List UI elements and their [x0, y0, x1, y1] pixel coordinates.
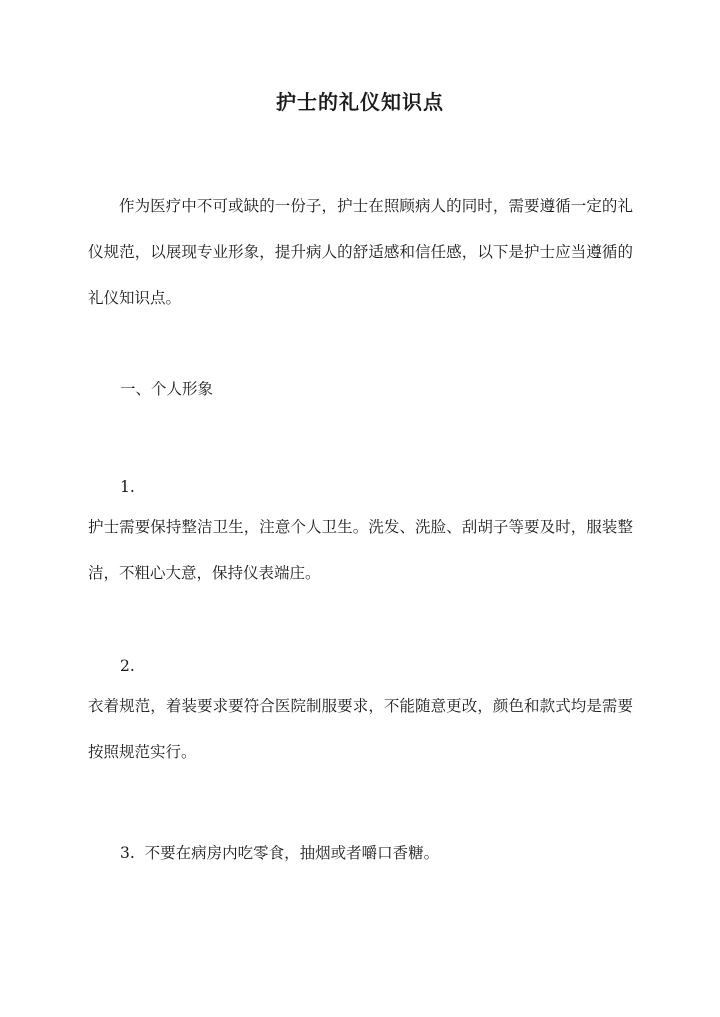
item-1-number: 1. — [120, 478, 135, 496]
item-3-text: 3. 不要在病房内吃零食，抽烟或者嚼口香糖。 — [120, 844, 440, 862]
item-1-text: 护士需要保持整洁卫生，注意个人卫生。洗发、洗脸、刮胡子等要及时，服装整洁，不粗心大意，保持仪表端庄。 — [88, 518, 633, 582]
section-heading-personal-image: 一、个人形象 — [120, 380, 214, 398]
item-2-number: 2. — [120, 657, 135, 675]
item-2-text: 衣着规范，着装要求要符合医院制服要求，不能随意更改，颜色和款式均是需要按照规范实行。 — [88, 697, 633, 761]
document-title: 护士的礼仪知识点 — [276, 90, 444, 114]
intro-paragraph: 作为医疗中不可或缺的一份子，护士在照顾病人的同时，需要遵循一定的礼仪规范，以展现专业形象，提升病人的舒适感和信任感，以下是护士应当遵循的礼仪知识点。 — [88, 197, 633, 307]
